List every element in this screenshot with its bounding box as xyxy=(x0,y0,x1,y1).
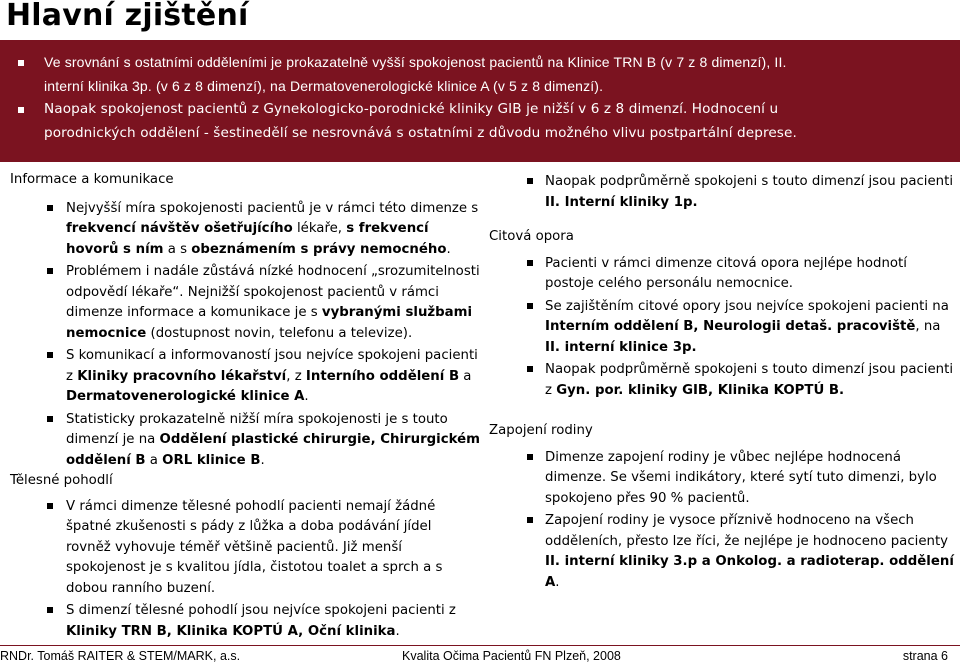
list-item xyxy=(10,199,480,261)
item-text: Problémem i nadále zůstává nízké hodnocení „srozumitelnosti odpovědí lékaře“. Nejnižší spokojenost pacientů v rámci dimenze informace a komunikace je s xyxy=(66,264,480,320)
summary-item-1-line1: Ve srovnání s ostatními odděleními je prokazatelně vyšší spokojenost pacientů na Klinice TRN B (v 7 z 8 dimenzí), II. xyxy=(44,54,787,70)
bullet-icon xyxy=(527,260,533,266)
section-title-telesne-pohodli: Tělesné pohodlí xyxy=(10,473,113,488)
right-column xyxy=(489,172,954,595)
item-text: , z xyxy=(286,368,306,384)
item-emphasis: ORL klinice B xyxy=(162,452,261,468)
item-text: . xyxy=(260,452,265,468)
bullet-icon xyxy=(47,268,53,274)
item-text: Naopak podprůměrně spokojeni s touto dimenzí jsou pacienti z xyxy=(545,362,954,398)
item-emphasis: vybranými službami nemocnice xyxy=(66,305,473,341)
page-title: Hlavní zjištění xyxy=(6,0,249,33)
item-emphasis: Gyn. por. kliniky GIB, Klinika KOPTÚ B. xyxy=(556,382,845,398)
list-item xyxy=(10,410,480,472)
section-title-citova-opora: Citová opora xyxy=(489,229,574,244)
footer-author: RNDr. Tomáš RAITER & STEM/MARK, a.s. xyxy=(0,649,241,663)
list-item xyxy=(489,360,954,401)
bullet-icon xyxy=(47,352,53,358)
item-emphasis: Interním oddělení B, Neurologii detaš. pracoviště xyxy=(545,319,916,334)
list-item xyxy=(489,511,954,593)
item-text: . xyxy=(446,241,451,257)
item-text: Dimenze zapojení rodiny je vůbec nejlépe hodnocená dimenze. Se všemi indikátory, které sytí tuto dimenzi, bylo spokojeno přes 90 % pacientů. xyxy=(545,449,937,506)
section-title-informace: Informace a komunikace xyxy=(10,172,174,187)
footer xyxy=(0,645,960,664)
item-text: S komunikací a informovaností jsou nejvíce spokojeni pacienti z xyxy=(66,348,478,384)
item-text: Zapojení rodiny je vysoce příznivě hodnoceno na všech odděleních, přesto lze říci, že nejlépe je hodnoceno pacienty xyxy=(545,513,949,549)
item-text: a s xyxy=(163,241,192,257)
item-text: (dostupnost novin, telefonu a televize). xyxy=(146,325,413,341)
bullet-icon xyxy=(47,503,53,509)
item-text: . xyxy=(395,623,400,639)
item-emphasis: II. interní kliniky 3.p a Onkolog. a radioterap. oddělení A xyxy=(545,554,954,590)
list-item xyxy=(10,262,480,344)
item-text: V rámci dimenze tělesné pohodlí pacienti nemají žádné špatné zkušenosti s pády z lůžka a doba podávání jídel rovněž vyhovuje téměř většině pacientů. Již menší spokojenost je s kvalitou jídla, čistotou toalet a sprch a s dobou ranního buzení. xyxy=(66,498,443,596)
list-item xyxy=(489,297,954,359)
item-emphasis: Interního oddělení B xyxy=(305,368,460,384)
list-item xyxy=(489,254,954,295)
item-emphasis: II. Interní kliniky 1p. xyxy=(545,194,698,210)
bullet-icon xyxy=(527,178,533,184)
list-item xyxy=(489,172,954,213)
summary-banner xyxy=(0,40,960,162)
list-item xyxy=(10,497,480,600)
left-column xyxy=(10,170,480,644)
item-emphasis: Oddělení plastické chirurgie, Chirurgickém oddělení B xyxy=(66,432,480,468)
bullet-icon xyxy=(47,205,53,211)
list-item xyxy=(10,601,480,642)
list-item xyxy=(489,448,954,510)
item-emphasis: Kliniky TRN B, Klinika KOPTÚ A, Oční klinika xyxy=(66,623,396,639)
item-emphasis: Kliniky pracovního lékařství xyxy=(77,368,287,384)
item-text: a xyxy=(459,368,472,384)
bullet-icon xyxy=(47,416,53,422)
bullet-icon xyxy=(527,303,533,309)
item-text: Statisticky prokazatelně nižší míra spokojenosti je s touto dimenzí je na xyxy=(66,411,448,447)
bullet-icon xyxy=(47,607,53,613)
item-text: . xyxy=(304,389,309,404)
list-item xyxy=(10,346,480,408)
bullet-icon xyxy=(527,366,533,372)
summary-item-1-line2: interní klinika 3p. (v 6 z 8 dimenzí), na Dermatovenerologické klinice A (v 5 z 8 dimenzí). xyxy=(44,77,604,94)
item-emphasis: s frekvencí hovorů s ním xyxy=(66,221,429,257)
item-text: lékaře, xyxy=(292,221,347,236)
item-text: . xyxy=(555,574,560,590)
bullet-icon xyxy=(18,60,24,66)
footer-page-number: strana 6 xyxy=(902,649,948,663)
item-emphasis: obeznámením s právy nemocného xyxy=(191,241,447,257)
item-text: S dimenzí tělesné pohodlí jsou nejvíce spokojeni pacienti z xyxy=(66,603,456,618)
item-text: Pacienti v rámci dimenze citová opora nejlépe hodnotí postoje celého personálu nemocnice. xyxy=(545,255,907,291)
item-emphasis: frekvencí návštěv ošetřujícího xyxy=(66,221,293,236)
bullet-icon xyxy=(527,454,533,460)
item-text: a xyxy=(145,452,163,468)
bullet-icon xyxy=(18,107,24,113)
section-title-zapojeni-rodiny: Zapojení rodiny xyxy=(489,423,593,438)
item-text: , na xyxy=(915,319,941,334)
item-emphasis: Dermatovenerologické klinice A xyxy=(66,389,305,404)
summary-item-1 xyxy=(44,51,950,98)
item-emphasis: II. interní klinice 3p. xyxy=(545,339,697,355)
item-text: Naopak podprůměrně spokojeni s touto dimenzí jsou pacienti xyxy=(545,174,954,189)
summary-item-2-line2: porodnických oddělení - šestinedělí se nesrovnává s ostatními z důvodu možného vlivu postpartální deprese. xyxy=(44,124,797,141)
bullet-icon xyxy=(527,517,533,523)
summary-item-2-line1: Naopak spokojenost pacientů z Gynekologicko-porodnické kliniky GIB je nižší v 6 z 8 dimenzí. Hodnocení u xyxy=(44,101,779,117)
footer-project: Kvalita Očima Pacientů FN Plzeň, 2008 xyxy=(402,649,621,663)
summary-item-2 xyxy=(44,98,950,145)
item-text: Nejvyšší míra spokojenosti pacientů je v rámci této dimenze s xyxy=(66,200,479,216)
item-text: Se zajištěním citové opory jsou nejvíce spokojeni pacienti na xyxy=(545,298,949,314)
